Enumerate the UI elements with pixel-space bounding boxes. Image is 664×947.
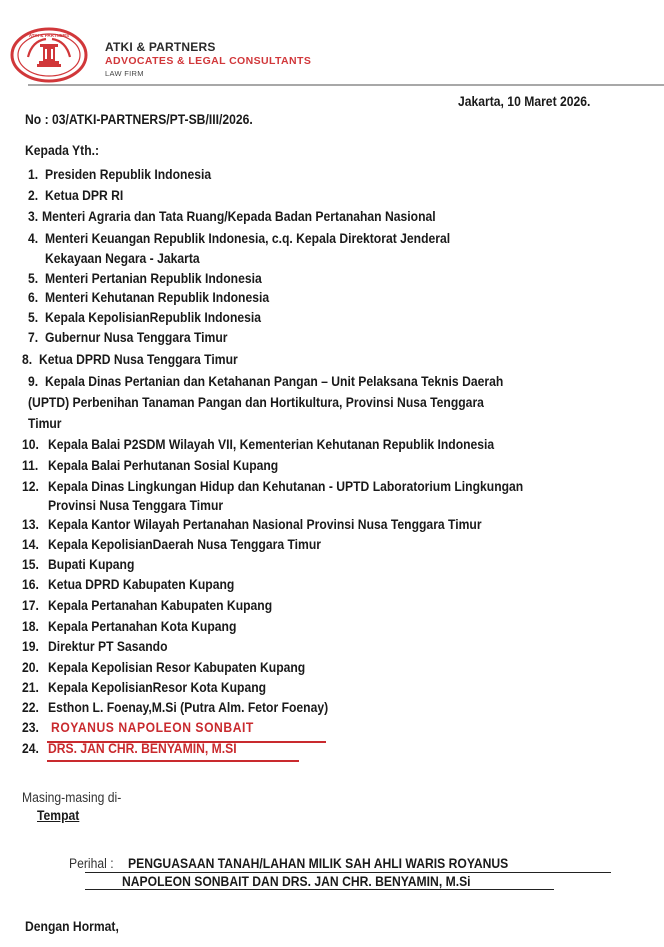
highlighted-recipient-name[interactable]: DRS. JAN CHR. BENYAMIN, M.SI [48,741,237,756]
letter-number: No : 03/ATKI-PARTNERS/PT-SB/III/2026. [25,112,253,127]
location-place: Tempat [37,808,80,823]
letterhead-divider [28,84,664,86]
letterhead [0,0,664,90]
highlighted-recipient-name[interactable]: ROYANUS NAPOLEON SONBAIT [51,720,254,735]
firm-logo-icon [10,27,88,83]
svg-text:ATKI & PARTNERS: ATKI & PARTNERS [28,33,70,38]
greeting: Dengan Hormat, [25,919,119,934]
subject-label: Perihal : [69,856,114,871]
place-date: Jakarta, 10 Maret 2026. [458,94,591,109]
location-line: Masing-masing di- [22,790,122,805]
firm-subtitle: ADVOCATES & LEGAL CONSULTANTS [105,55,312,67]
firm-name: ATKI & PARTNERS [105,40,216,54]
subject-line-1: PENGUASAAN TANAH/LAHAN MILIK SAH AHLI WARIS ROYANUS [128,856,509,871]
subject-line-2: NAPOLEON SONBAIT DAN DRS. JAN CHR. BENYAMIN, M.Si [122,874,471,889]
salutation-to: Kepada Yth.: [25,143,100,158]
firm-type: LAW FIRM [105,69,144,78]
red-underline [47,760,299,762]
subject-underline-2 [85,889,554,890]
